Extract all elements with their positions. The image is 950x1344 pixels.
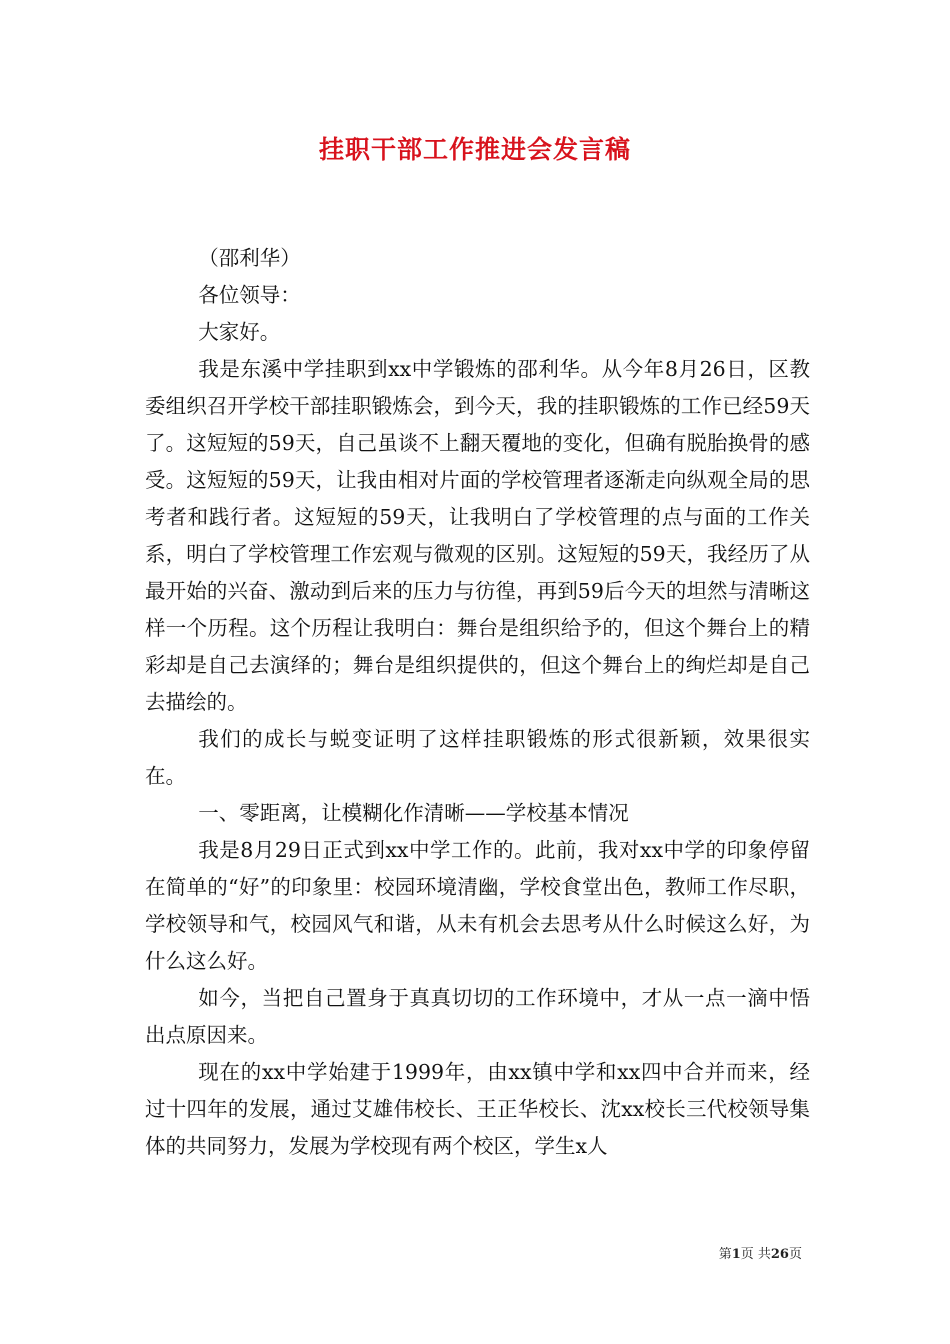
- author-line: （邵利华）: [198, 246, 301, 270]
- greeting-paragraph: 大家好。: [198, 320, 281, 344]
- footer-suffix: 页: [788, 1247, 802, 1262]
- section-heading: 一、零距离，让模糊化作清晰——学校基本情况: [198, 801, 629, 825]
- total-page-number: 26: [770, 1247, 789, 1262]
- intro-paragraph: 我是东溪中学挂职到xx中学锻炼的邵利华。从今年8月26日，区教委组织召开学校干部挂职锻炼会，到今天，我的挂职锻炼的工作已经59天了。这短短的59天，自己虽谈不上翻天覆地的变化，但确有脱胎换骨的感受。这短短的59天，让我由相对片面的学校管理者逐渐走向纵观全局的思考者和践行者。这短短的59天，让我明白了学校管理的点与面的工作关系，明白了学校管理工作宏观与微观的区别。这短短的59天，我经历了从最开始的兴奋、激动到后来的压力与彷徨，再到59后今天的坦然与清晰这样一个历程。这个历程让我明白：舞台是组织给予的，但这个舞台上的精彩却是自己去演绎的；舞台是组织提供的，但这个舞台上的绚烂却是自己去描绘的。: [145, 357, 810, 714]
- current-page-number: 1: [731, 1247, 741, 1262]
- document-title: 挂职干部工作推进会发言稿: [318, 135, 631, 164]
- footer-middle: 页 共: [740, 1247, 771, 1262]
- page-number-footer: [719, 1246, 802, 1264]
- school-history-paragraph: 现在的xx中学始建于1999年，由xx镇中学和xx四中合并而来，经过十四年的发展，通过艾雄伟校长、王正华校长、沈xx校长三代校领导集体的共同努力，发展为学校现有两个校区，学生x人: [145, 1060, 810, 1158]
- reflection-paragraph: 如今，当把自己置身于真真切切的工作环境中，才从一点一滴中悟出点原因来。: [145, 986, 810, 1047]
- document-body: [145, 240, 810, 1165]
- growth-paragraph: 我们的成长与蜕变证明了这样挂职锻炼的形式很新颖，效果很实在。: [145, 727, 810, 788]
- salutation-paragraph: 各位领导：: [198, 283, 301, 307]
- footer-prefix: 第: [718, 1247, 732, 1262]
- impression-paragraph: 我是8月29日正式到xx中学工作的。此前，我对xx中学的印象停留在简单的“好”的印象里：校园环境清幽，学校食堂出色，教师工作尽职，学校领导和气，校园风气和谐，从未有机会去思考从什么时候这么好，为什么这么好。: [145, 838, 810, 973]
